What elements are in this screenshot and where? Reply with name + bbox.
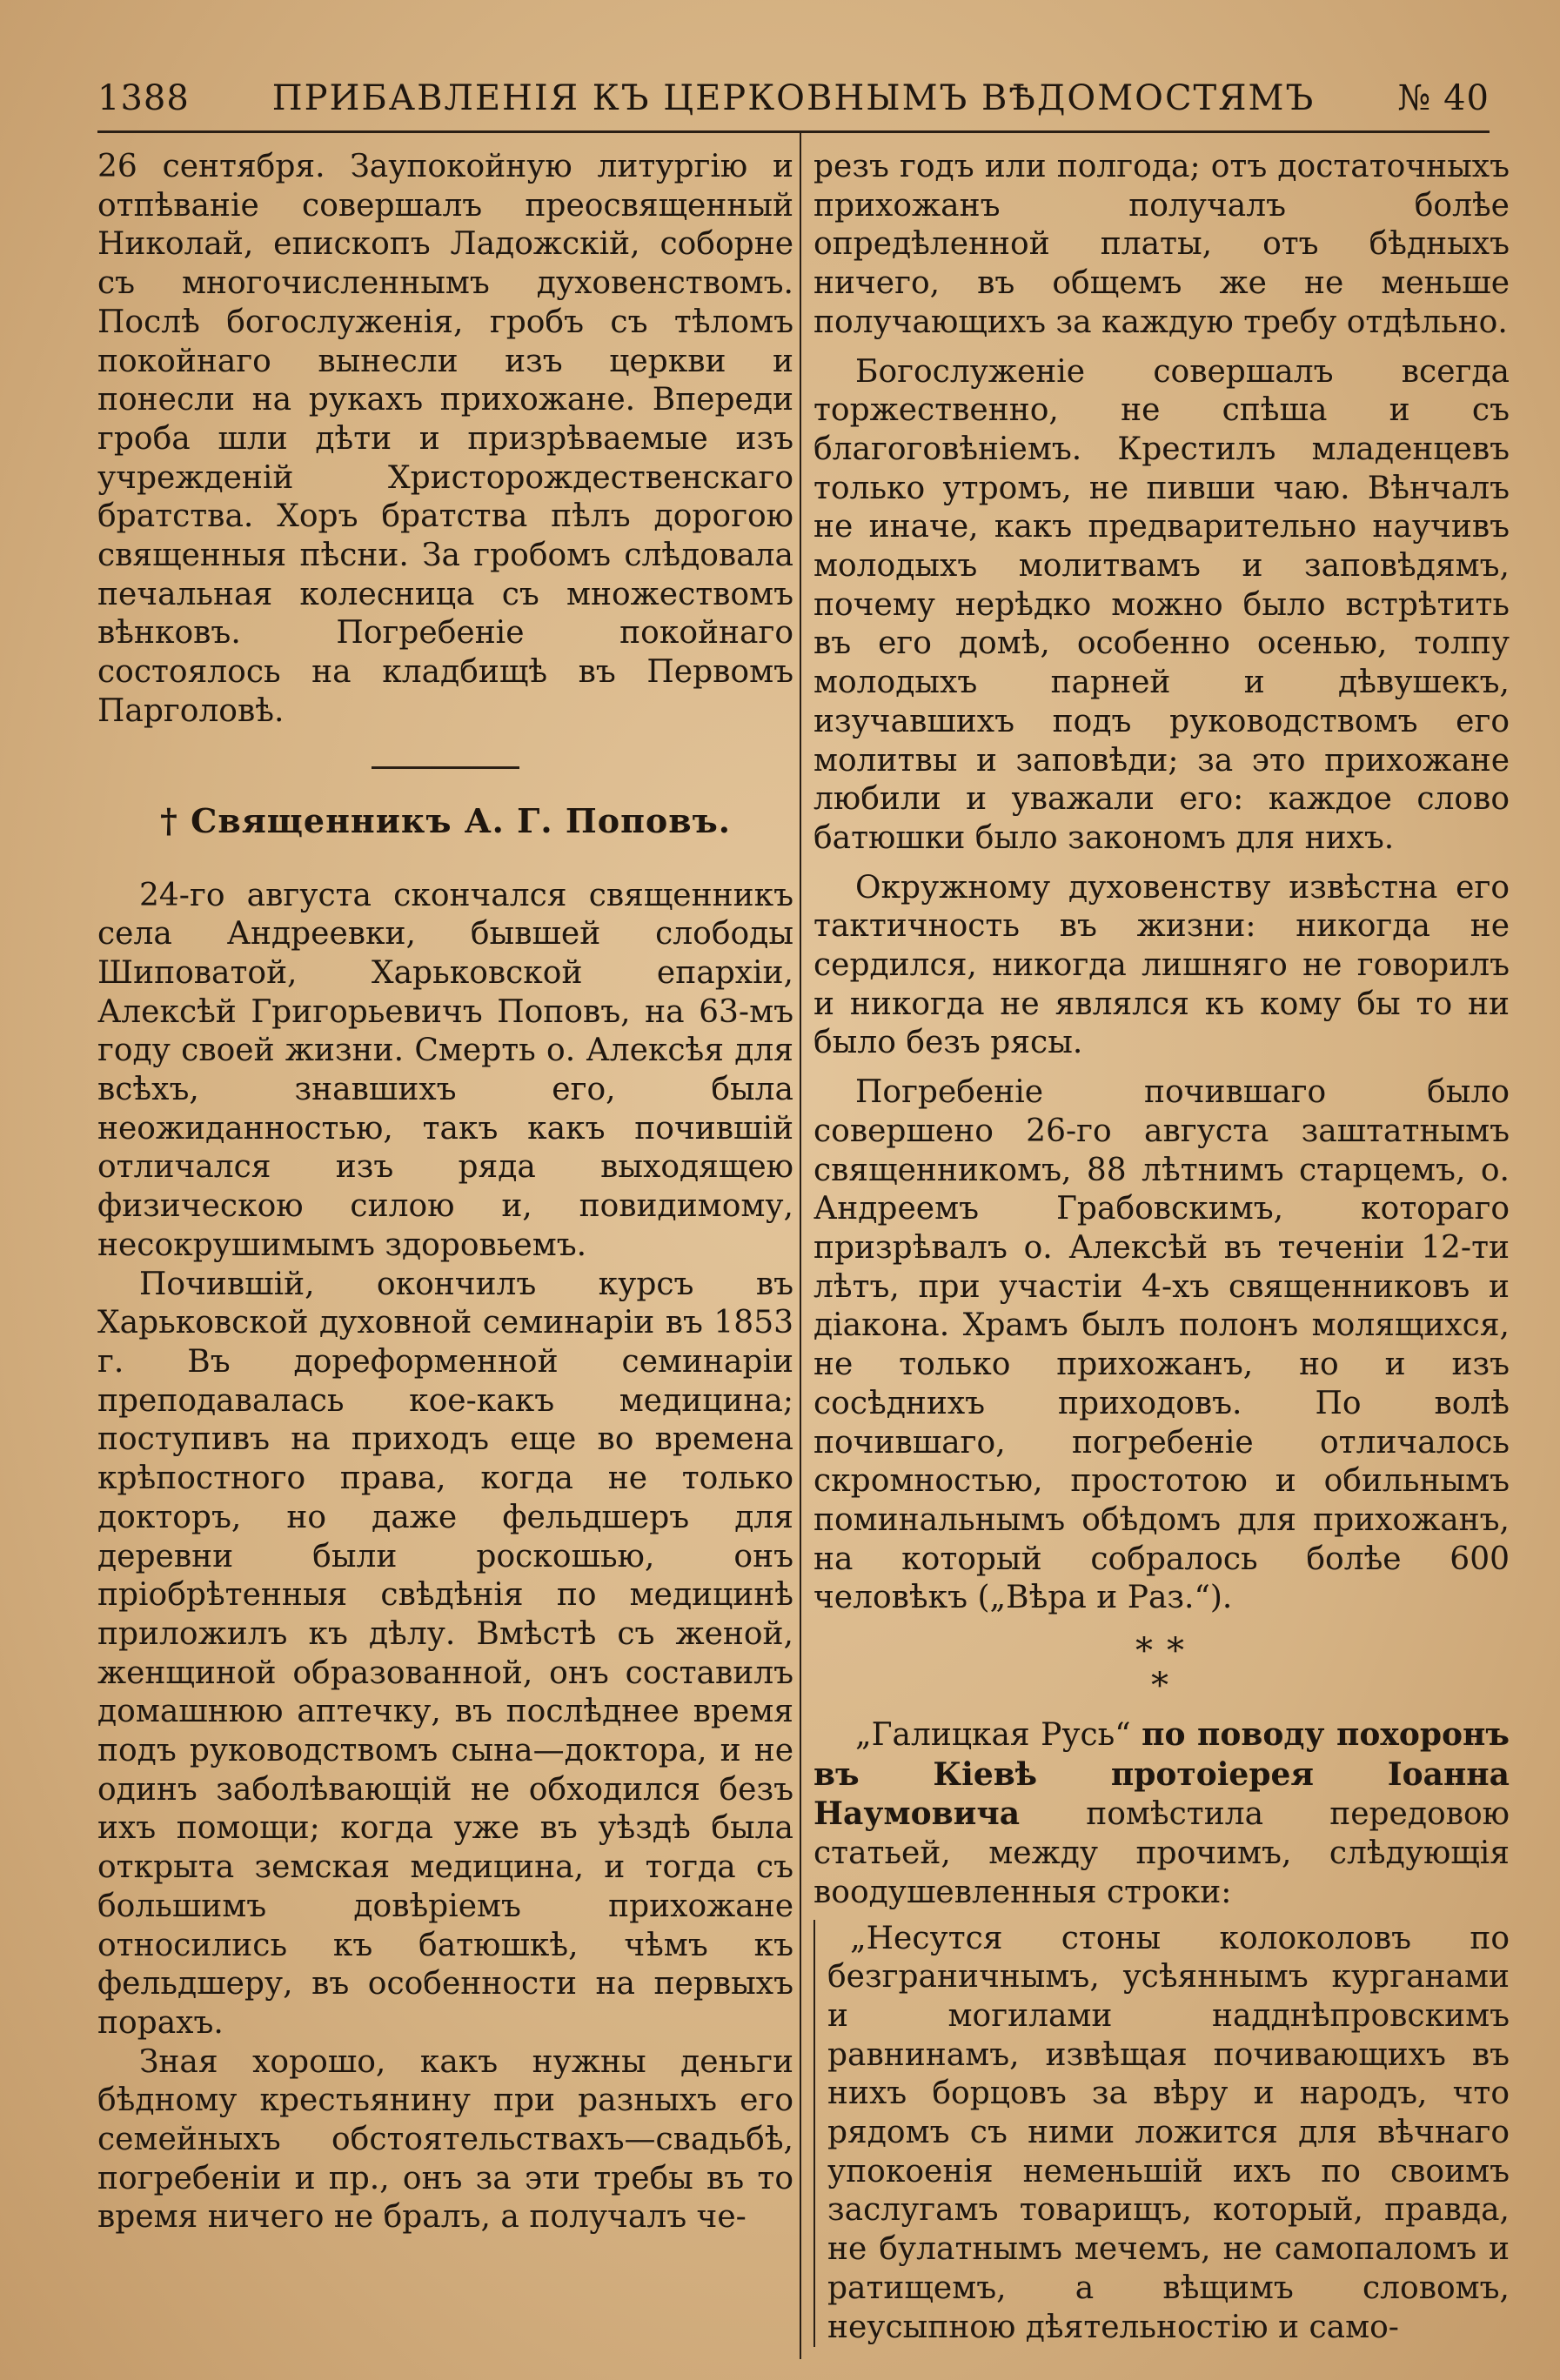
page-header [97, 68, 1490, 129]
newspaper-name: „Галицкая Русь“ [855, 1717, 1142, 1754]
tact-paragraph: Окружному духовенству извѣстна его тактичность въ жизни: никогда не сердился, никогда лишняго не говорилъ и никогда не являлся къ кому бы то ни было безъ рясы. [813, 869, 1510, 1061]
obituary-title: † Священникъ А. Г. Поповъ. [159, 800, 732, 840]
galician-rus-paragraph [813, 1715, 1510, 1913]
left-column [97, 148, 793, 2357]
quoted-passage: „Несутся стоны колоколовъ по безграничнымъ, усѣяннымъ курганами и могилами надднѣпровскимъ равнинамъ, извѣщая почивающихъ въ нихъ борцовъ за вѣру и народъ, что рядомъ съ ними ложится для вѣчнаго упокоенія неменьшій ихъ по своимъ заслугамъ товарищъ, который, правда, не булатнымъ мечемъ, не самопаломъ и ратищемъ, а вѣщимъ словомъ, неусыпною дѣятельностію и само- [813, 1920, 1510, 2348]
right-column [813, 148, 1510, 2357]
journal-title: ПРИБАВЛЕНІЯ КЪ ЦЕРКОВНЫМЪ ВѢДОМОСТЯМЪ [271, 78, 1316, 118]
column-rule [800, 132, 801, 2359]
issue-number: № 40 [1397, 78, 1490, 118]
burial-paragraph: Погребеніе почившаго было совершено 26-го августа заштатнымъ священникомъ, 88 лѣтнимъ старцемъ, о. Андреемъ Грабовскимъ, котораго призрѣвалъ о. Алексѣй въ теченіи 12-ти лѣтъ, при участіи 4-хъ священниковъ и діакона. Храмъ былъ полонъ молящихся, не только прихожанъ, но и изъ сосѣднихъ приходовъ. По волѣ почившаго, погребеніе отличалось скромностью, простотою и обильнымъ поминальнымъ обѣдомъ для прихожанъ, на который собралось болѣе 600 человѣкъ („Вѣра и Раз.“). [813, 1074, 1510, 1616]
funeral-paragraph: 26 сентября. Заупокойную литургію и отпѣваніе совершалъ преосвященный Николай, епископъ Ладожскій, соборне съ многочисленнымъ духовенствомъ. Послѣ богослуженія, гробъ съ тѣломъ покойнаго вынесли изъ церкви и понесли на рукахъ прихожане. Впереди гроба шли дѣти и призрѣваемые изъ учрежденій Христорождественскаго братства. Хоръ братства пѣлъ дорогою священныя пѣсни. За гробомъ слѣдовала печальная колесница съ множествомъ вѣнковъ. Погребеніе покойнаго состоялось на кладбищѣ въ Первомъ Парголовѣ. [97, 149, 793, 729]
continuation-paragraph: резъ годъ или полгода; отъ достаточныхъ прихожанъ получалъ болѣе опредѣленной платы, отъ бѣдныхъ ничего, въ общемъ же не меньше получающихъ за каждую требу отдѣльно. [813, 149, 1510, 340]
service-paragraph: Богослуженіе совершалъ всегда торжественно, не спѣша и съ благоговѣніемъ. Крестилъ младенцевъ только утромъ, не пивши чаю. Вѣнчалъ не иначе, какъ предварительно научивъ молодыхъ молитвамъ и заповѣдямъ, почему нерѣдко можно было встрѣтить въ его домѣ, особенно осенью, толпу молодыхъ парней и дѣвушекъ, изучавшихъ подъ руководствомъ его молитвы и заповѣди; за это прихожане любили и уважали его: каждое слово батюшки было закономъ для нихъ. [813, 353, 1510, 856]
page-number: 1388 [97, 78, 190, 118]
obituary-paragraph-2: Почившій, окончилъ курсъ въ Харьковской духовной семинаріи въ 1853 г. Въ дореформенной семинаріи преподавалась кое-какъ медицина; поступивъ на приходъ еще во времена крѣпостного права, когда не только докторъ, но даже фельдшеръ для деревни были роскошью, онъ пріобрѣтенныя свѣдѣнія по медицинѣ приложилъ къ дѣлу. Вмѣстѣ съ женой, женщиной образованной, онъ составилъ домашнюю аптечку, въ послѣднее время подъ руководствомъ сына—доктора, и не одинъ заболѣвающій не обходился безъ ихъ помощи; когда уже въ уѣздѣ была открыта земская медицина, и тогда съ большимъ довѣріемъ прихожане относились къ батюшкѣ, чѣмъ къ фельдшеру, въ особенности на первыхъ порахъ. [97, 1266, 793, 2041]
funeral-subject: по поводу похоронъ въ Кіевѣ протоіерея Іоанна Наумовича [813, 1716, 1510, 1833]
header-rule [97, 130, 1490, 133]
obituary-paragraph-1: 24-го августа скончался священникъ села Андреевки, бывшей слободы Шиповатой, Харьковской епархіи, Алексѣй Григорьевичъ Поповъ, на 63-мъ году своей жизни. Смерть о. Алексѣя для всѣхъ, знавшихъ его, была неожиданностью, такъ какъ почившій отличался изъ ряда выходящею физическою силою и, повидимому, несокрушимымъ здоровьемъ. [97, 877, 793, 1263]
asterism: * * * [1135, 1631, 1188, 1707]
section-divider [372, 766, 519, 769]
obituary-paragraph-3: Зная хорошо, какъ нужны деньги бѣдному крестьянину при разныхъ его семейныхъ обстоятельствахъ—свадьбѣ, погребеніи и пр., онъ за эти требы въ то время ничего не бралъ, а получалъ че- [97, 2043, 793, 2236]
paragraph-end: помѣстила передовою статьей, между прочимъ, слѣдующія воодушевленныя строки: [813, 1796, 1510, 1910]
